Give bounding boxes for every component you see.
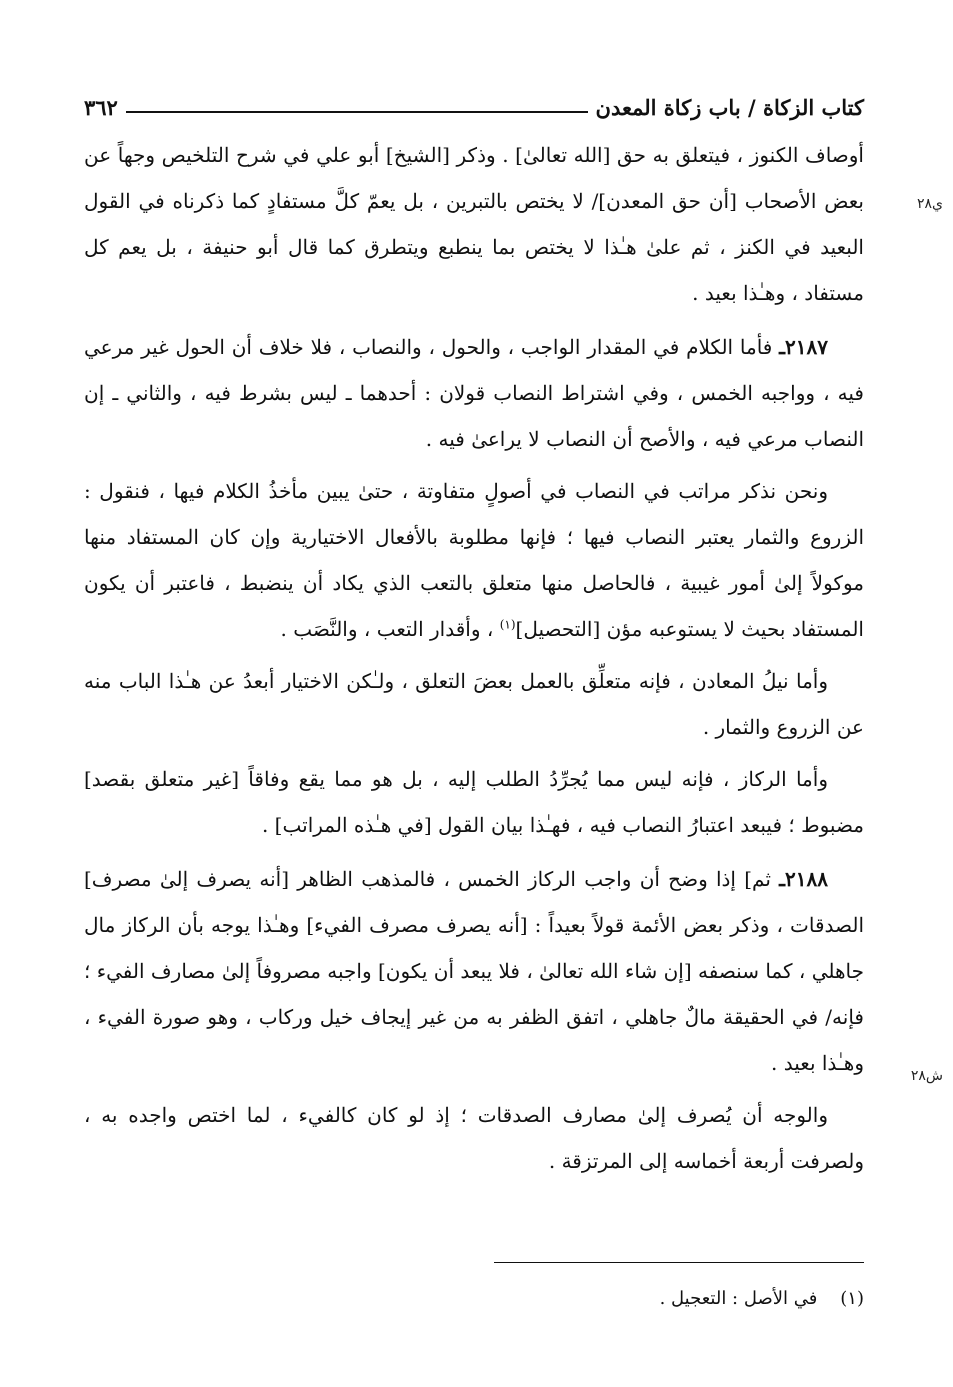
paragraph-5-text: وأما الركاز ، فإنه ليس مما يُجرِّدُ الطلب إليه ، بل هو مما يقع وفاقاً [غير متعلق بقصد] مضبوط ؛ فيبعد اعتبارُ النصاب فيه ، فهـٰذا بيان القول [في هـٰذه المراتب] .	[84, 767, 864, 837]
footnote-text: في الأصل : التعجيل .	[659, 1288, 818, 1309]
paragraph-3	[84, 468, 864, 652]
paragraph-5	[84, 756, 864, 848]
paragraph-2187-text: فأما الكلام في المقدار الواجب ، والحول ، والنصاب ، فلا خلاف أن الحول غير مرعي فيه ، وواجبه الخمس ، وفي اشتراط النصاب قولان : أحدهما ـ ليس بشرط فيه ، والثاني ـ إن النصاب مرعي فيه ، والأصح أن النصاب لا يراعىٰ فيه .	[84, 335, 864, 451]
section-number-2187: ٢١٨٧ـ	[779, 335, 828, 359]
paragraph-4-text: وأما نيلُ المعادن ، فإنه متعلِّق بالعمل بعضَ التعلق ، ولـٰكن الاختيار أبعدُ عن هـٰذا الباب منه عن الزروع والثمار .	[84, 669, 864, 739]
section-number-2188: ٢١٨٨ـ	[779, 867, 828, 891]
margin-note-manuscript-ya: ي٢٨	[916, 196, 943, 212]
footnote-1	[89, 1288, 864, 1309]
paragraph-3-text-b: ، وأقدار التعب ، والنَّصَب .	[280, 617, 500, 641]
header-rule	[126, 111, 588, 113]
paragraph-1-text: أوصاف الكنوز ، فيتعلق به حق [الله تعالىٰ] . وذكر [الشيخ] أبو علي في شرح التلخيص وجهاً عن بعض الأصحاب [أن حق المعدن]/ لا يختص بالتبرين ، بل يعمّ كلَّ مستفادٍ كما ذكرناه في القول البعيد في الكنز ، ثم علىٰ هـٰذا لا يختص بما ينطبع ويتطرق كما قال أبو حنيفة ، بل يعم كل مستفاد ، وهـٰذا بعيد .	[84, 143, 864, 305]
paragraph-7-text: والوجه أن يُصرف إلىٰ مصارف الصدقات ؛ إذ لو كان كالفيء ، لما اختص واجده به ، ولصرفت أربعة أخماسه إلى المرتزقة .	[84, 1103, 864, 1173]
page-header	[84, 84, 864, 120]
paragraph-3-text-a: ونحن نذكر مراتب في النصاب في أصولٍ متفاوتة ، حتىٰ يبين مأخذُ الكلام فيها ، فنقول : الزروع والثمار يعتبر النصاب فيها ؛ فإنها مطلوبة بالأفعال الاختيارية وإن كان المستفاد منها موكولاً إلىٰ أمور غيبية ، فالحاصل منها متعلق بالتعب الذي يكاد أن ينضبط ، فاعتبر أن يكون المستفاد بحيث لا يستوعبه مؤن [التحصيل]	[84, 479, 864, 641]
footnote-marker: (١)	[840, 1288, 864, 1309]
footnote-divider	[494, 1262, 864, 1263]
paragraph-1	[84, 132, 864, 316]
paragraph-2188	[84, 856, 864, 1086]
paragraph-2187	[84, 324, 864, 462]
paragraph-7	[84, 1092, 864, 1184]
main-text	[84, 132, 864, 1190]
margin-note-manuscript-shin: ش٢٨	[910, 1068, 943, 1084]
paragraph-2188-text: ثم] إذا وضح أن واجب الركاز الخمس ، فالمذهب الظاهر [أنه يصرف إلىٰ مصرف] الصدقات ، وذكر بعض الأئمة قولاً بعيداً : [أنه يصرف مصرف الفيء] وهـٰذا يوجه بأن الركاز مال جاهلي ، كما سنصفه [إن شاء الله تعالىٰ ، فلا يبعد أن يكون] واجبه مصروفاً إلىٰ مصارف الفيء ؛ فإنه/ في الحقيقة مالٌ جاهلي ، اتفق الظفر به من غير إيجاف خيل وركاب ، وهو صورة الفيء ، وهـٰذا بعيد .	[84, 867, 864, 1075]
page-number: ٣٦٢	[84, 95, 118, 120]
running-title: كتاب الزكاة / باب زكاة المعدن	[595, 95, 864, 120]
paragraph-4	[84, 658, 864, 750]
footnote-ref-1[interactable]: (١)	[499, 617, 516, 632]
